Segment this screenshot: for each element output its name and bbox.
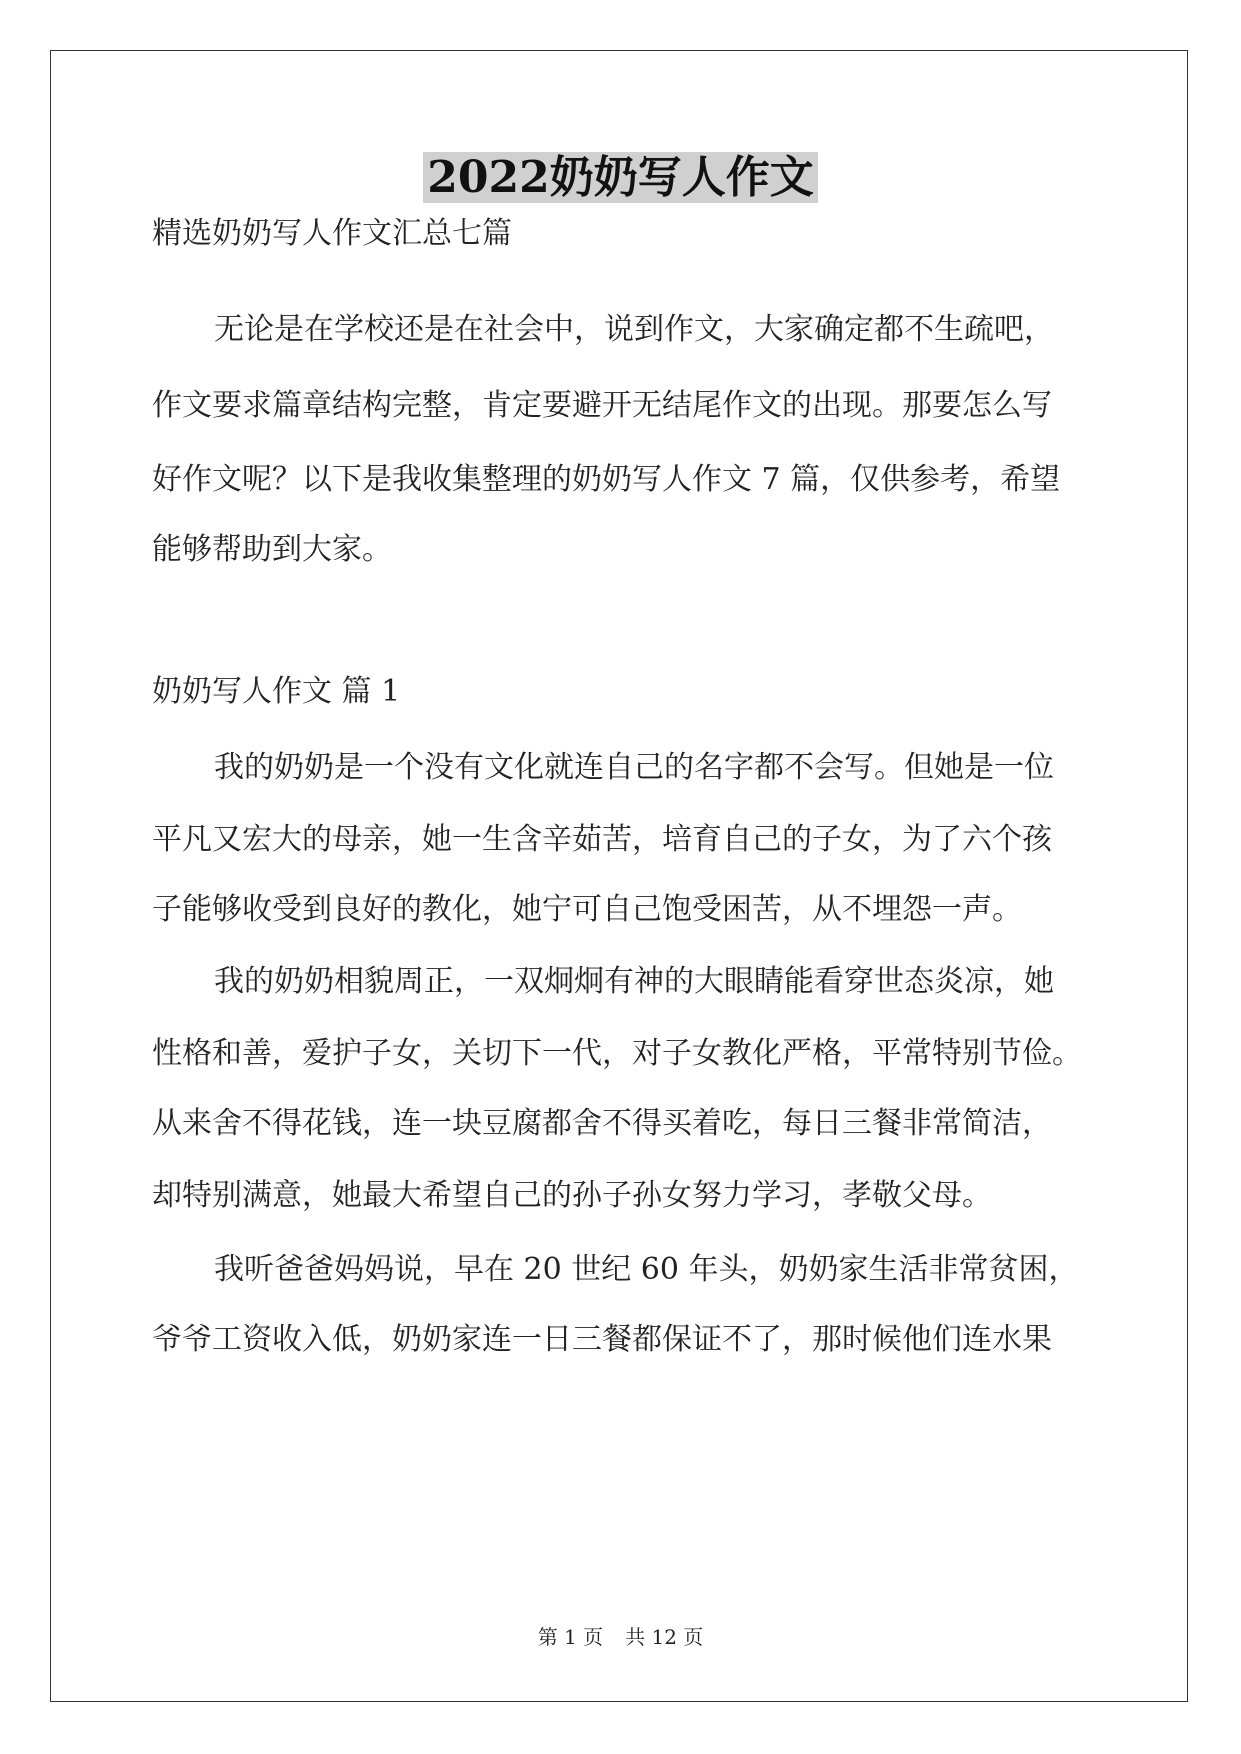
page-total: 共 12 页: [625, 1625, 704, 1649]
paragraph-line: 却特别满意，她最大希望自己的孙子孙女努力学习，孝敬父母。: [152, 1178, 992, 1213]
paragraph-line: 我听爸爸妈妈说，早在 20 世纪 60 年头，奶奶家生活非常贫困，: [214, 1252, 1079, 1287]
document-title-text: 2022奶奶写人作文: [423, 152, 817, 203]
paragraph-line: 性格和善，爱护子女，关切下一代，对子女教化严格，平常特别节俭。: [152, 1036, 1082, 1071]
paragraph-line: 平凡又宏大的母亲，她一生含辛茹苦，培育自己的子女，为了六个孩: [152, 822, 1052, 857]
paragraph-line: 从来舍不得花钱，连一块豆腐都舍不得买着吃，每日三餐非常简洁，: [152, 1106, 1052, 1141]
document-subtitle: 精选奶奶写人作文汇总七篇: [152, 216, 512, 251]
intro-line: 好作文呢？以下是我收集整理的奶奶写人作文 7 篇，仅供参考，希望: [152, 462, 1061, 497]
intro-line: 无论是在学校还是在社会中，说到作文，大家确定都不生疏吧，: [214, 312, 1054, 347]
intro-line: 作文要求篇章结构完整，肯定要避开无结尾作文的出现。那要怎么写: [152, 388, 1052, 423]
page-footer: [0, 1623, 1241, 1651]
document-title: [0, 148, 1241, 208]
paragraph-line: 我的奶奶是一个没有文化就连自己的名字都不会写。但她是一位: [214, 750, 1054, 785]
section-heading: 奶奶写人作文 篇 1: [152, 674, 401, 709]
paragraph-line: 爷爷工资收入低，奶奶家连一日三餐都保证不了，那时候他们连水果: [152, 1322, 1052, 1357]
intro-line: 能够帮助到大家。: [152, 532, 392, 567]
paragraph-line: 子能够收受到良好的教化，她宁可自己饱受困苦，从不埋怨一声。: [152, 892, 1022, 927]
page-number: 第 1 页: [537, 1625, 604, 1649]
page-frame: [50, 50, 1188, 1702]
paragraph-line: 我的奶奶相貌周正，一双炯炯有神的大眼睛能看穿世态炎凉，她: [214, 964, 1054, 999]
